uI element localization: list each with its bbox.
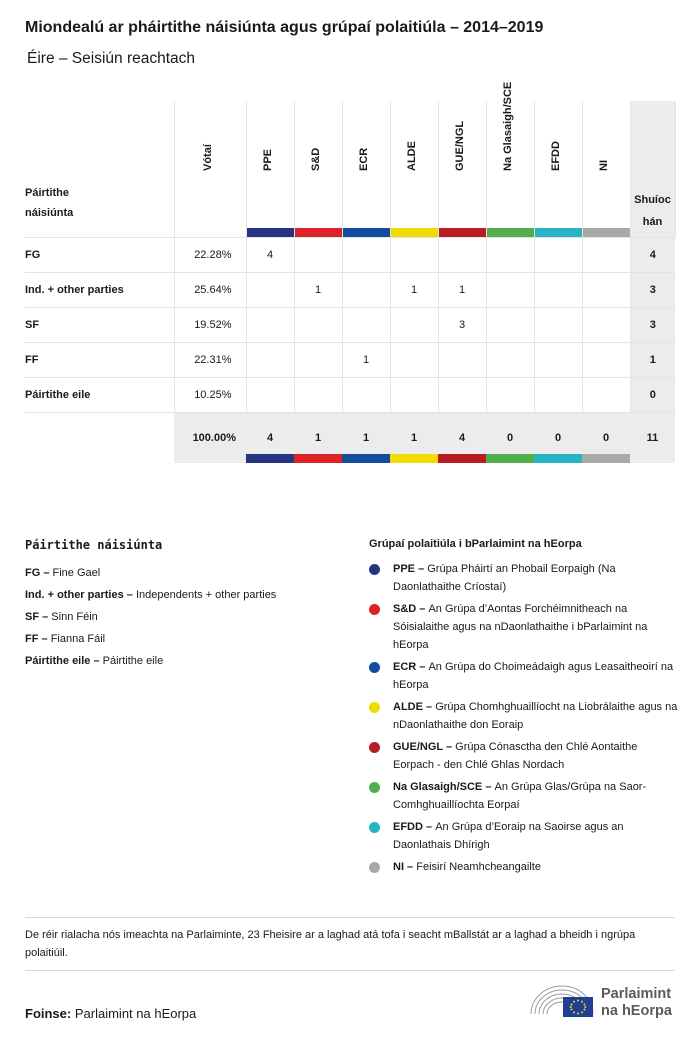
legend-item	[25, 628, 276, 650]
group-header-label: NI	[598, 159, 610, 171]
group-header	[390, 101, 438, 237]
group-header	[486, 81, 534, 237]
legend-item	[369, 698, 679, 734]
totals-row	[25, 412, 675, 463]
logo-line2: na hEorpa	[601, 1003, 672, 1019]
seat-cell	[294, 237, 342, 272]
legend-abbr: S&D	[393, 603, 417, 615]
total-cell	[582, 412, 630, 463]
source-label: Foinse:	[25, 1006, 72, 1021]
group-color-bar	[439, 228, 486, 237]
seat-cell	[486, 342, 534, 377]
group-color-bar	[390, 454, 438, 463]
group-header-label: PPE	[262, 148, 274, 171]
group-header-label: GUE/NGL	[454, 120, 466, 171]
source-line	[25, 1006, 196, 1021]
group-color-bar	[583, 228, 630, 237]
seat-cell	[246, 307, 294, 342]
legend-abbr: FG	[25, 567, 41, 579]
legend-name: An Grúpa Glas/Grúpa na Saor-Comhghuaillíochta Eorpaí	[393, 781, 647, 811]
legend-sep: –	[442, 741, 456, 753]
group-header	[438, 101, 486, 237]
party-legend-heading: Páirtithe náisiúnta	[25, 538, 163, 552]
page-title: Miondealú ar pháirtithe náisiúnta agus grúpaí polaitiúla – 2014–2019	[25, 19, 544, 36]
legend-item	[25, 562, 276, 584]
party-legend	[25, 538, 276, 672]
seats-table	[25, 81, 676, 463]
group-header	[246, 101, 294, 237]
seat-cell	[294, 377, 342, 412]
legend-name: Fine Gael	[52, 567, 101, 579]
legend-sep: –	[416, 603, 429, 615]
legend-abbr: ALDE	[393, 701, 423, 713]
seat-cell	[486, 307, 534, 342]
seat-cell	[390, 237, 438, 272]
seat-cell: 1	[390, 272, 438, 307]
total-seats: 11	[630, 412, 675, 463]
total-cell	[246, 412, 294, 463]
legend-sep: –	[404, 861, 417, 873]
seat-total: 3	[630, 272, 675, 307]
total-value: 4	[266, 431, 274, 444]
vote-share: 22.28%	[174, 237, 246, 272]
seat-cell	[534, 377, 582, 412]
group-header-label: S&D	[310, 147, 322, 171]
table-row	[25, 377, 675, 412]
legend-sep: –	[38, 633, 51, 645]
seat-cell	[342, 272, 390, 307]
seat-cell	[582, 342, 630, 377]
legend-item	[369, 658, 679, 694]
european-parliament-logo	[529, 982, 679, 1022]
seats-header-line1: Shuíoc	[634, 193, 671, 206]
party-header-line2: náisiúnta	[25, 206, 74, 219]
legend-name: Feisirí Neamhcheangailte	[416, 861, 541, 873]
seat-cell	[390, 377, 438, 412]
legend-abbr: Páirtithe eile	[25, 655, 91, 667]
vote-share: 22.31%	[174, 342, 246, 377]
group-color-bar	[391, 228, 438, 237]
total-cell	[438, 412, 486, 463]
group-color-bar	[487, 228, 534, 237]
legend-dot-icon	[369, 604, 380, 615]
total-value: 0	[554, 431, 562, 444]
total-cell	[390, 412, 438, 463]
seat-cell	[246, 342, 294, 377]
party-column-header	[25, 101, 174, 237]
seats-header-line2: hán	[642, 215, 663, 228]
seat-cell	[486, 237, 534, 272]
legend-name: Grúpa Chomhghuaillíocht na Liobrálaithe agus na nDaonlathaithe don Eoraip	[393, 701, 678, 731]
group-color-bar	[247, 228, 294, 237]
legend-item	[25, 650, 276, 672]
party-name: SF	[25, 307, 174, 342]
seat-cell: 3	[438, 307, 486, 342]
legend-name: An Grúpa d’Aontas Forchéimnitheach na Sóisialaithe agus na nDaonlathaithe i bParlaimint na hEorpa	[393, 603, 648, 651]
legend-name: Grúpa Pháirtí an Phobail Eorpaigh (Na Daonlathaithe Críostaí)	[393, 563, 616, 593]
group-header	[342, 101, 390, 237]
table-row	[25, 237, 675, 272]
legend-name: An Grúpa do Choimeádaigh agus Leasaitheoirí na hEorpa	[393, 661, 674, 691]
seat-cell	[534, 237, 582, 272]
divider	[25, 917, 675, 918]
table-header-row	[25, 101, 675, 237]
seat-total: 0	[630, 377, 675, 412]
total-cell	[534, 412, 582, 463]
legend-dot-icon	[369, 564, 380, 575]
legend-dot-icon	[369, 862, 380, 873]
seat-cell: 1	[438, 272, 486, 307]
legend-dot-icon	[369, 662, 380, 673]
legend-abbr: EFDD	[393, 821, 423, 833]
total-votes: 100.00%	[174, 412, 246, 463]
legend-sep: –	[40, 567, 53, 579]
seat-cell	[534, 272, 582, 307]
seat-cell	[582, 237, 630, 272]
seat-cell: 4	[246, 237, 294, 272]
seat-cell	[390, 307, 438, 342]
seat-cell	[582, 307, 630, 342]
seat-cell	[534, 342, 582, 377]
group-header	[294, 101, 342, 237]
party-header-line1: Páirtithe	[25, 186, 70, 199]
european-parliament-hemicycle-icon	[529, 984, 595, 1020]
divider	[25, 970, 675, 971]
party-name: FG	[25, 237, 174, 272]
group-header-label: ECR	[358, 147, 370, 171]
group-header-label: EFDD	[550, 140, 562, 171]
legend-item	[369, 738, 679, 774]
vote-share: 25.64%	[174, 272, 246, 307]
legend-dot-icon	[369, 822, 380, 833]
seat-cell	[342, 237, 390, 272]
legend-dot-icon	[369, 702, 380, 713]
legend-name: Sinn Féin	[51, 611, 98, 623]
seat-cell	[246, 377, 294, 412]
group-header-label: ALDE	[406, 140, 418, 171]
seat-cell	[294, 307, 342, 342]
seat-cell	[294, 342, 342, 377]
votes-column-header	[174, 101, 246, 237]
group-color-bar	[294, 454, 342, 463]
legend-item	[369, 858, 679, 876]
legend-name: Independents + other parties	[135, 589, 277, 601]
seat-cell: 1	[342, 342, 390, 377]
legend-item	[25, 606, 276, 628]
group-color-bar	[246, 454, 294, 463]
legend-sep: –	[422, 701, 436, 713]
table-row	[25, 307, 675, 342]
seat-cell: 1	[294, 272, 342, 307]
seat-cell	[438, 237, 486, 272]
logo-text	[601, 986, 672, 1020]
legend-abbr: Ind. + other parties	[25, 589, 124, 601]
group-color-bar	[342, 454, 390, 463]
group-color-bar	[486, 454, 534, 463]
legend-abbr: GUE/NGL	[393, 741, 443, 753]
table-row	[25, 272, 675, 307]
party-name: Páirtithe eile	[25, 377, 174, 412]
total-value: 0	[506, 431, 514, 444]
vote-share: 19.52%	[174, 307, 246, 342]
party-name: Ind. + other parties	[25, 272, 174, 307]
legend-item	[369, 818, 679, 854]
legend-name: Fianna Fáil	[50, 633, 106, 645]
legend-sep: –	[422, 821, 436, 833]
table-row	[25, 342, 675, 377]
legend-abbr: FF	[25, 633, 39, 645]
legend-sep: –	[39, 611, 52, 623]
total-value: 1	[362, 431, 370, 444]
seat-total: 3	[630, 307, 675, 342]
legend-name: Páirtithe eile	[102, 655, 164, 667]
legend-abbr: PPE	[393, 563, 416, 575]
legend-name: An Grúpa d’Eoraip na Saoirse agus an Daonlathais Dhírigh	[393, 821, 624, 851]
legend-abbr: NI	[393, 861, 404, 873]
group-legend	[369, 538, 679, 880]
total-cell	[294, 412, 342, 463]
legend-name: Grúpa Cónasctha den Chlé Aontaithe Eorpach - den Chlé Ghlas Nordach	[393, 741, 638, 771]
seat-cell	[486, 272, 534, 307]
seat-cell	[438, 377, 486, 412]
legend-abbr: SF	[25, 611, 40, 623]
seats-column-header	[630, 101, 675, 237]
seat-cell	[486, 377, 534, 412]
vote-share: 10.25%	[174, 377, 246, 412]
footnote: De réir rialacha nós imeachta na Parlaiminte, 23 Fheisire ar a laghad atá tofa i seacht mBallstát ar a laghad a bheidh i ngrúpa polaitiúil.	[25, 929, 636, 959]
legend-item	[369, 600, 679, 654]
total-value: 1	[410, 431, 418, 444]
group-color-bar	[582, 454, 630, 463]
group-color-bar	[535, 228, 582, 237]
total-value: 4	[458, 431, 466, 444]
seat-cell	[582, 377, 630, 412]
source-value: Parlaimint na hEorpa	[74, 1006, 197, 1021]
party-name: FF	[25, 342, 174, 377]
group-header	[534, 101, 582, 237]
legend-sep: –	[415, 563, 428, 575]
seat-cell	[342, 307, 390, 342]
seat-total: 4	[630, 237, 675, 272]
legend-sep: –	[416, 661, 429, 673]
group-header-label: Na Glasaigh/SCE	[502, 81, 514, 171]
group-legend-heading: Grúpaí polaitiúla i bParlaimint na hEorpa	[369, 538, 582, 550]
seat-cell	[390, 342, 438, 377]
page-subtitle: Éire – Seisiún reachtach	[27, 50, 196, 67]
legend-sep: –	[482, 781, 495, 793]
legend-abbr: Na Glasaigh/SCE	[393, 781, 483, 793]
seat-cell	[582, 272, 630, 307]
logo-line1: Parlaimint	[601, 986, 672, 1002]
legend-item	[369, 560, 679, 596]
seat-cell	[534, 307, 582, 342]
total-cell	[486, 412, 534, 463]
seat-cell	[342, 377, 390, 412]
group-color-bar	[438, 454, 486, 463]
legend-sep: –	[123, 589, 136, 601]
total-value: 1	[314, 431, 322, 444]
seat-total: 1	[630, 342, 675, 377]
legend-abbr: ECR	[393, 661, 417, 673]
group-header	[582, 101, 630, 237]
group-color-bar	[295, 228, 342, 237]
group-color-bar	[343, 228, 390, 237]
seat-cell	[438, 342, 486, 377]
total-cell	[342, 412, 390, 463]
votes-header-label: Vótaí	[202, 143, 214, 171]
legend-item	[369, 778, 679, 814]
legend-item	[25, 584, 276, 606]
legend-dot-icon	[369, 782, 380, 793]
legend-dot-icon	[369, 742, 380, 753]
legend-sep: –	[90, 655, 103, 667]
total-value: 0	[602, 431, 610, 444]
group-color-bar	[534, 454, 582, 463]
totals-blank	[25, 412, 174, 463]
seat-cell	[246, 272, 294, 307]
